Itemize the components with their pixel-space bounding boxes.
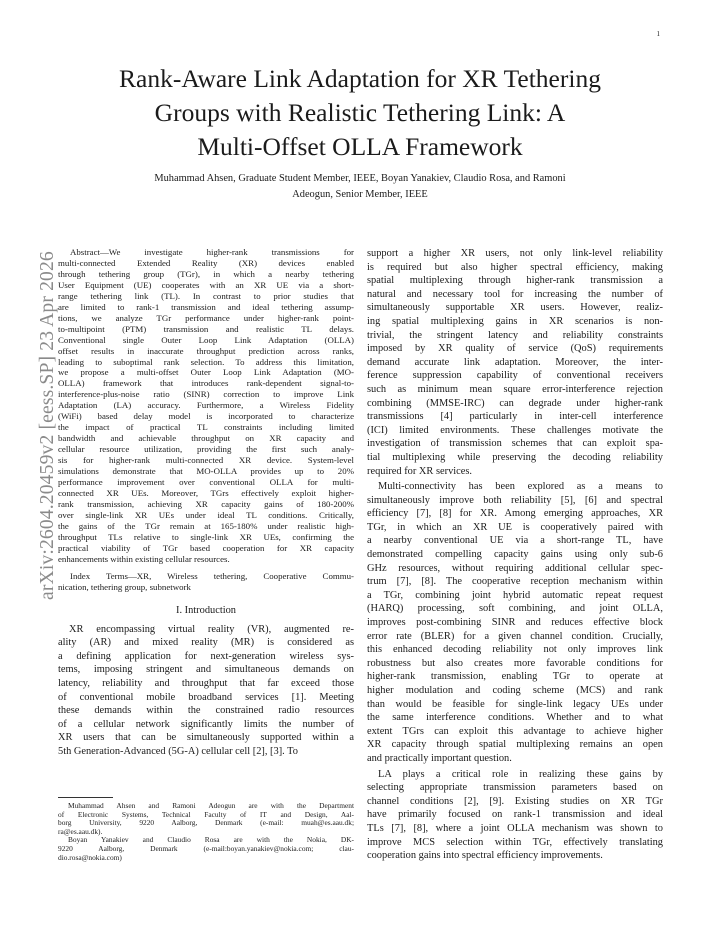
body-line: tial multiplexing while preserving the decoding reliability — [367, 451, 663, 463]
footnote-line: of Electronic Systems, Technical Faculty of IT and Design, Aal- — [58, 809, 354, 819]
body-line: simultaneously improve both reliability [5], [6] and spectral — [367, 494, 663, 506]
body-line: spatial multiplexing through higher-rank transmission a — [367, 275, 663, 287]
index-terms — [58, 571, 354, 593]
body-line: higher modulation and coding scheme (MCS) and rank — [367, 685, 663, 696]
body-line: a nearby conventional UE via a short-range TL, have — [367, 535, 663, 547]
abstract-line: Adaptation (LA) accuracy. Furthermore, a Wireless Fidelity — [58, 400, 354, 411]
section-heading-introduction: I. Introduction — [175, 604, 237, 616]
author-line: Muhammad Ahsen, Graduate Student Member, IEEE, Boyan Yanakiev, Claudio Rosa, and Ramoni — [154, 173, 566, 184]
body-line: the same interference conditions. Whether and to what — [367, 712, 663, 724]
abstract-line: tions, we analyze TGr performance under higher-rank point- — [58, 312, 354, 323]
body-line: GHz resources, without requiring additional cellular spec- — [367, 562, 663, 574]
author-affiliation-footnote — [58, 802, 354, 862]
body-line: trum [7], [8]. The cooperative reception mechanism within — [367, 576, 663, 588]
abstract-line: connected XR UEs. Moreover, TGrs effectively exploit higher- — [58, 487, 354, 498]
body-line: selecting appropriate transmission parameters based on — [367, 782, 663, 794]
abstract-line: throughput TLs relative to single-link XR UEs, confirming the — [58, 531, 354, 542]
abstract — [58, 247, 354, 565]
body-paragraph-3 — [367, 768, 663, 863]
footnote-line: Muhammad Ahsen and Ramoni Adeogun are with the Department — [68, 801, 354, 810]
abstract-line: enhancements within existing cellular resources. — [58, 553, 230, 564]
paper-title — [60, 62, 660, 164]
intro-line: a defining application for next-generation wireless sys- — [58, 650, 354, 662]
body-line: higher-rank transmission, enabling TGr to operate at — [367, 671, 663, 683]
body-line: channel conditions [2], [9]. Existing studies on XR TGr — [367, 795, 663, 807]
body-paragraph-2 — [367, 480, 663, 765]
abstract-line: OLLA) framework that introduces rank-dependent signal-to- — [58, 378, 354, 389]
abstract-line: through tethering group (TGr), in which a nearby tethering — [58, 268, 354, 279]
body-line: TGr, in which an XR UE is cooperatively paired with — [367, 521, 663, 533]
index-terms-line: Index Terms—XR, Wireless tethering, Cooperative Commu- — [70, 570, 354, 581]
intro-line: latency, reliability and throughput that far exceed those — [58, 677, 354, 689]
body-line: demonstrated compelling capacity gains using only sub-6 — [367, 549, 663, 561]
body-line: robustness but also creates more favorable conditions for — [367, 657, 663, 669]
abstract-line: performance improvement over conventional OLLA for multi- — [58, 477, 354, 488]
body-line: such as minimum mean square error-interference rejection — [367, 383, 663, 395]
body-line: Multi-connectivity has been explored as a means to — [378, 481, 663, 493]
title-line: Multi-Offset OLLA Framework — [197, 132, 523, 161]
abstract-line: to-multipoint (PTM) transmission and realistic TL delays. — [58, 323, 354, 334]
abstract-line: practical viability of TGr based cooperation for XR capacity — [58, 542, 354, 553]
intro-line: of conventional mobile broadband services [1]. Meeting — [58, 691, 354, 703]
body-line: TLs [7], [8], where a joint OLLA mechanism was shown to — [367, 822, 663, 834]
abstract-line: bandwidth and achievable throughput on XR capacity and — [58, 433, 354, 444]
abstract-line: over single-link XR UEs under ideal TL conditions. Critically, — [58, 509, 354, 520]
right-column — [367, 247, 663, 863]
abstract-line: Abstract—We investigate higher-rank transmissions for — [70, 247, 354, 257]
body-line: support a higher XR users, not only link-level reliability — [367, 248, 663, 259]
abstract-line: cellular resource utilization, providing the first such analy- — [58, 444, 354, 455]
intro-line: XR users that can be simultaneously supported within a — [58, 732, 354, 744]
left-column — [58, 247, 354, 758]
footnote-line: Boyan Yanakiev and Claudio Rosa are with the Nokia, DK- — [68, 835, 354, 845]
abstract-line: interference-plus-noise ratio (SINR) correction to improve Link — [58, 389, 354, 400]
body-line: this enhanced decoding reliability not only improves link — [367, 644, 663, 656]
footnote-line: ra@es.aau.dk). — [58, 826, 103, 836]
footnote-line: dio.rosa@nokia.com) — [58, 852, 122, 862]
body-line: natural and necessary tool for increasing the number of — [367, 288, 663, 300]
body-line: (HARQ) processing, soft combining, and joint OLLA, — [367, 603, 663, 615]
abstract-line: simulations demonstrate that MO-OLLA provides up to 20% — [58, 466, 354, 477]
body-line: simultaneously supportable XR users. However, realiz- — [367, 302, 663, 314]
introduction-paragraph — [58, 623, 354, 759]
page-number: 1 — [656, 30, 660, 38]
abstract-line: range tethering link (TL). In contrast to prior studies that — [58, 290, 354, 301]
body-line: investigation of transmission schemes that can exploit spa- — [367, 438, 663, 450]
body-line: trivial, the stringent latency and reliability constraints — [367, 329, 663, 341]
body-line: a TGr, combining joint hybrid automatic repeat request — [367, 589, 663, 601]
body-line: is required but also higher spectral efficiency, making — [367, 261, 663, 273]
footnote-line: 9220 Aalborg, Denmark (e-mail:boyan.yanakiev@nokia.com; clau- — [58, 843, 354, 853]
footnote-line: borg University, 9220 Aalborg, Denmark (e-mail: muah@es.aau.dk; — [58, 818, 354, 828]
abstract-line: rank transmission, achieving XR capacity gains of 180-200% — [58, 498, 354, 509]
body-paragraph-1 — [367, 247, 663, 478]
body-line: have primarily focused on rank-1 transmission and ideal — [367, 809, 663, 821]
abstract-line: multi-connected Extended Reality (XR) devices enabled — [58, 257, 354, 268]
abstract-line: (WiFi) based delay model is incorporated to characterize — [58, 411, 354, 422]
abstract-line: the impact of practical TL constraints including limited — [58, 422, 354, 433]
body-line: improves post-combining SINR and reduces effective block — [367, 617, 663, 629]
abstract-line: we propose a multi-offset Outer Loop Link Adaptation (MO- — [58, 367, 354, 378]
abstract-line: sis for higher-rank multi-connected XR device. System-level — [58, 455, 354, 466]
arxiv-identifier: arXiv:2604.20459v2 [eess.SP] 23 Apr 2026 — [37, 251, 58, 600]
abstract-line: User Equipment (UE) cooperates with an XR UE via a short- — [58, 279, 354, 290]
intro-line: ality (AR) and mixed reality (MR) is considered as — [58, 637, 354, 649]
abstract-line: the gains of the TGr remain at 165-180% under realistic high- — [58, 520, 354, 531]
body-line: LA plays a critical role in realizing these gains by — [378, 768, 663, 780]
body-line: efficiency [7], [8] for XR. Among emerging approaches, XR — [367, 508, 663, 520]
body-line: extent TGrs can exploit this advantage to achieve higher — [367, 725, 663, 737]
body-line: demand accurate link adaptation. Moreover, the inter- — [367, 356, 663, 368]
body-line: ference suppression capability of conventional receivers — [367, 370, 663, 382]
title-line: Groups with Realistic Tethering Link: A — [154, 98, 566, 127]
abstract-line: offset results in inaccurate throughput prediction across ranks, — [58, 345, 354, 356]
body-line: error rate (BLER) for a given channel condition. Crucially, — [367, 630, 663, 642]
index-terms-line: nication, tethering group, subnetwork — [58, 581, 191, 592]
intro-line: these demands within the constrained radio resources — [58, 705, 354, 717]
title-line: Rank-Aware Link Adaptation for XR Tethering — [119, 64, 601, 93]
body-line: and practically important question. — [367, 752, 512, 764]
body-line: cooperation gains into spectral efficiency improvements. — [367, 850, 603, 862]
intro-line: XR encompassing virtual reality (VR), augmented re- — [69, 623, 354, 635]
body-line: ing spatial multiplexing gains in XR scenarios is non- — [367, 315, 663, 327]
body-line: improve MCS selection within TGr, effectively translating — [367, 836, 663, 848]
intro-line: tems, imposing stringent and simultaneous demands on — [58, 664, 354, 676]
intro-line: 5th Generation-Advanced (5G-A) cellular cell [2], [3]. To — [58, 745, 298, 757]
body-line: transmissions [4] particularly in inter-cell interference — [367, 411, 663, 423]
body-line: XR capacity through spatial multiplexing remains an open — [367, 739, 663, 751]
abstract-line: Conventional single Outer Loop Link Adaptation (OLLA) — [58, 334, 354, 345]
abstract-line: leading to suboptimal rank selection. To address this limitation, — [58, 356, 354, 367]
author-list — [70, 171, 650, 202]
intro-line: of a cellular network significantly limits the number of — [58, 718, 354, 730]
body-line: than would be feasible for single-link legacy UEs under — [367, 698, 663, 710]
body-line: imposed by XR quality of service (QoS) requirements — [367, 343, 663, 355]
author-line: Adeogun, Senior Member, IEEE — [292, 188, 428, 200]
body-line: required for XR services. — [367, 465, 473, 477]
footnote-rule — [58, 797, 113, 798]
abstract-line: are limited to rank-1 transmission and ideal tethering assump- — [58, 301, 354, 312]
body-line: (ICI) limited environments. These challenges motivate the — [367, 424, 663, 436]
body-line: combining (MMSE-IRC) can degrade under higher-rank — [367, 397, 663, 409]
